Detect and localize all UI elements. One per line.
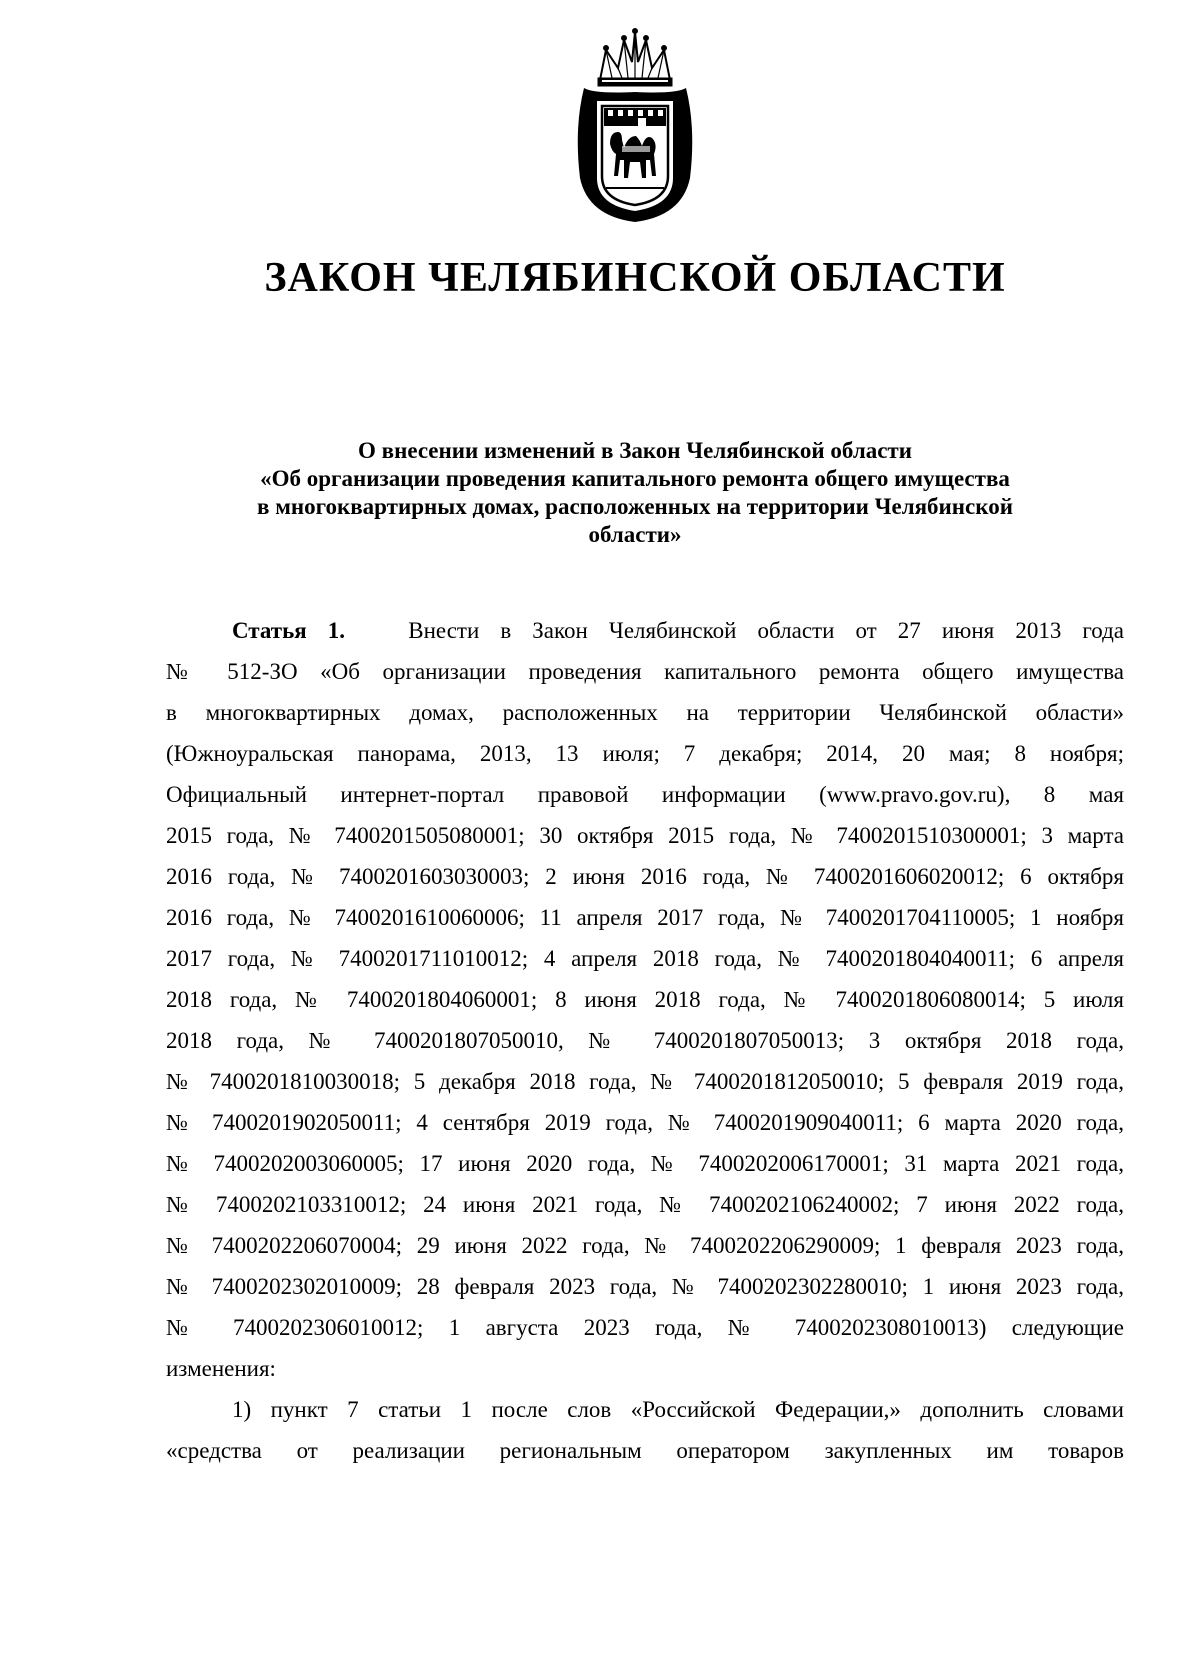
article-line: 2016 года, № 7400201603030003; 2 июня 2016 года, № 7400201606020012; 6 октября [166,864,1124,889]
law-subtitle [0,437,1200,549]
article-line: 2015 года, № 7400201505080001; 30 октября 2015 года, № 7400201510300001; 3 марта [166,823,1124,848]
article-line: № 7400202206070004; 29 июня 2022 года, № 7400202206290009; 1 февраля 2023 года, [166,1233,1124,1258]
point-1-line: «средства от реализации региональным оператором закупленных им товаров [166,1438,1124,1463]
law-title: ЗАКОН ЧЕЛЯБИНСКОЙ ОБЛАСТИ [264,255,1006,301]
subtitle-line: области» [588,522,682,547]
article-line: № 7400202306010012; 1 августа 2023 года, № 7400202308010013) следующие [166,1315,1124,1340]
article-first-line [166,610,1124,651]
article-line: в многоквартирных домах, расположенных на территории Челябинской области» [166,700,1124,725]
article-line: 2017 года, № 7400201711010012; 4 апреля 2018 года, № 7400201804040011; 6 апреля [166,946,1124,971]
crown-icon [598,29,672,87]
article-line: 2016 года, № 7400201610060006; 11 апреля 2017 года, № 7400201704110005; 1 ноября [166,905,1124,930]
article-line: изменения: [166,1356,276,1381]
article-body [166,610,1124,1471]
article-first-line-text: Внести в Закон Челябинской области от 27 июня 2013 года [408,618,1125,643]
subtitle-line: «Об организации проведения капитального ремонта общего имущества [260,466,1010,491]
article-line: № 7400201810030018; 5 декабря 2018 года, № 7400201812050010; 5 февраля 2019 года, [166,1069,1124,1094]
article-label: Статья 1. [232,618,346,643]
article-line: № 7400202302010009; 28 февраля 2023 года, № 7400202302280010; 1 июня 2023 года, [166,1274,1124,1299]
article-line: № 7400202103310012; 24 июня 2021 года, № 7400202106240002; 7 июня 2022 года, [166,1192,1124,1217]
article-line: № 7400202003060005; 17 июня 2020 года, № 7400202006170001; 31 марта 2021 года, [166,1151,1124,1176]
article-line: № 7400201902050011; 4 сентября 2019 года, № 7400201909040011; 6 марта 2020 года, [166,1110,1124,1135]
article-line: (Южноуральская панорама, 2013, 13 июля; 7 декабря; 2014, 20 мая; 8 ноября; [166,741,1124,766]
article-line: Официальный интернет-портал правовой информации (www.pravo.gov.ru), 8 мая [166,782,1124,807]
coat-of-arms-icon [566,28,704,224]
fortress-wall-icon [604,108,666,126]
article-line: 2018 года, № 7400201804060001; 8 июня 2018 года, № 7400201806080014; 5 июля [166,987,1124,1012]
subtitle-line: О внесении изменений в Закон Челябинской области [358,438,912,463]
subtitle-line: в многоквартирных домах, расположенных на территории Челябинской [257,494,1013,519]
point-1-line: 1) пункт 7 статьи 1 после слов «Российской Федерации,» дополнить словами [232,1397,1124,1422]
article-line: 2018 года, № 7400201807050010, № 7400201807050013; 3 октября 2018 года, [166,1028,1124,1053]
article-line: № 512-ЗО «Об организации проведения капитального ремонта общего имущества [166,659,1124,684]
